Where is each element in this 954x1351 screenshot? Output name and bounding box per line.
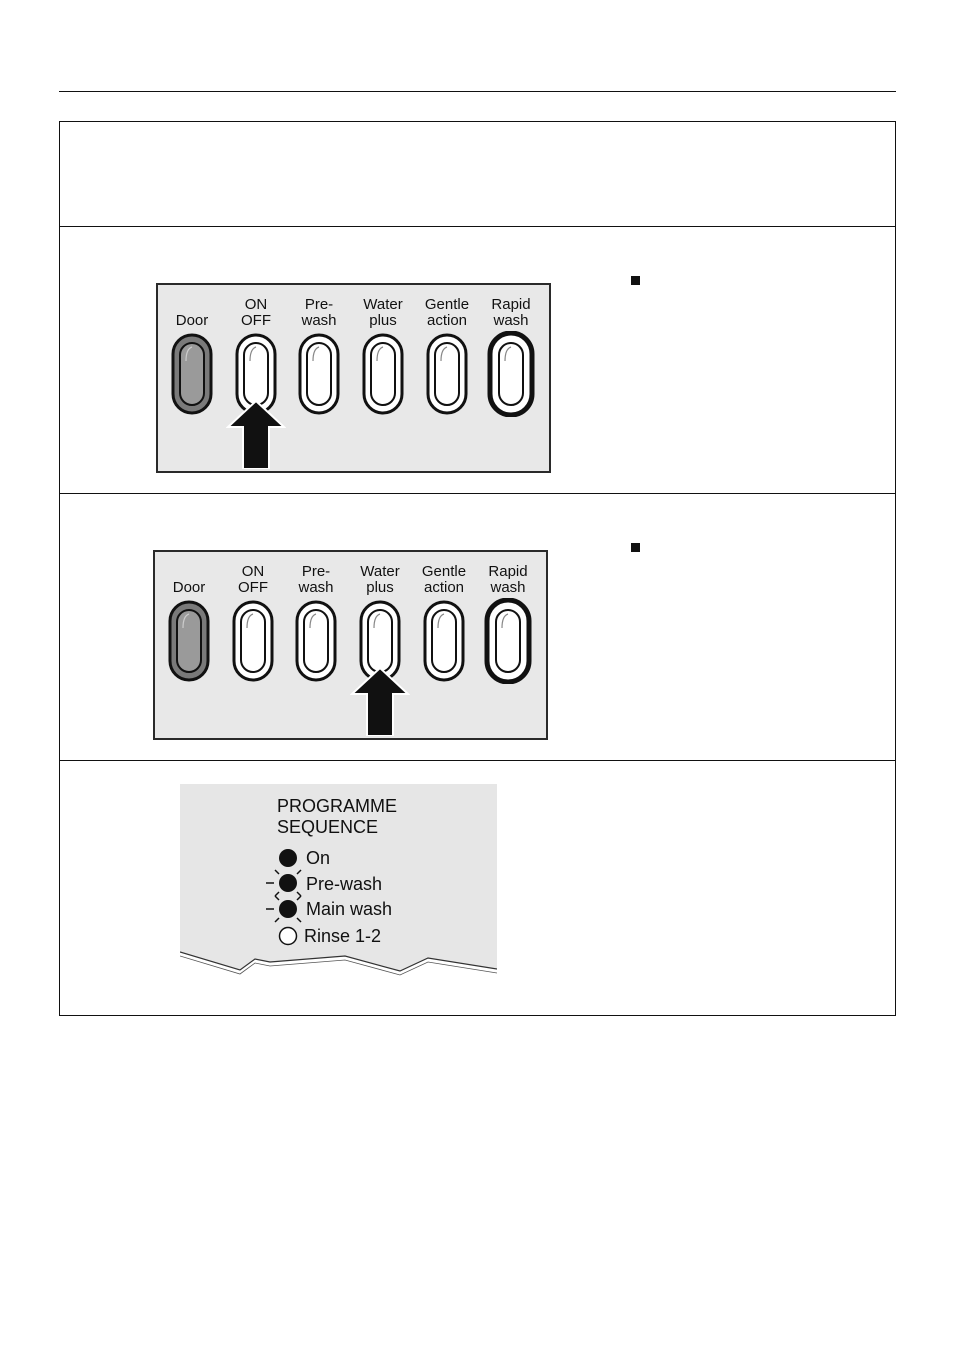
- panel-button-2[interactable]: [295, 331, 343, 417]
- panel-label-4: Gentle action: [421, 563, 467, 596]
- panel-button-4[interactable]: [423, 331, 471, 417]
- panel-label-3: Water plus: [360, 563, 400, 596]
- panel-button-5[interactable]: [487, 331, 535, 417]
- panel-label-2: Pre- wash: [301, 296, 337, 329]
- row-divider: [60, 760, 895, 761]
- panel-label-5: Rapid wash: [491, 296, 531, 329]
- sequence-item-prewash: Pre-wash: [306, 874, 383, 894]
- led-mainwash-indicator: [266, 896, 301, 922]
- panel-button-0[interactable]: [165, 598, 213, 684]
- press-arrow-icon: [350, 666, 410, 736]
- led-prewash-indicator: [266, 870, 301, 896]
- sequence-item-mainwash: Main wash: [306, 899, 393, 919]
- panel-label-1: ON OFF: [238, 563, 268, 596]
- panel-label-0: Door: [175, 312, 209, 329]
- step-bullet: [631, 276, 640, 285]
- panel-label-3: Water plus: [363, 296, 403, 329]
- led-rinse-indicator: [280, 928, 297, 945]
- panel-label-1: ON OFF: [241, 296, 271, 329]
- panel-button-0[interactable]: [168, 331, 216, 417]
- header-rule: [59, 91, 896, 92]
- sequence-item-on: On: [306, 848, 331, 868]
- panel-button-3[interactable]: [359, 331, 407, 417]
- control-panel-onoff-step: [156, 283, 551, 473]
- panel-button-4[interactable]: [420, 598, 468, 684]
- panel-label-4: Gentle action: [424, 296, 470, 329]
- title-line-2: SEQUENCE: [277, 817, 379, 837]
- sequence-item-rinse: Rinse 1-2: [304, 926, 382, 946]
- row-divider: [60, 226, 895, 227]
- panel-button-1[interactable]: [229, 598, 277, 684]
- programme-sequence-display: [180, 784, 497, 985]
- control-panel-waterplus-step: [153, 550, 548, 740]
- press-arrow-icon: [226, 399, 286, 469]
- step-bullet: [631, 543, 640, 552]
- panel-label-2: Pre- wash: [298, 563, 334, 596]
- panel-button-5[interactable]: [484, 598, 532, 684]
- panel-label-5: Rapid wash: [488, 563, 528, 596]
- panel-button-2[interactable]: [292, 598, 340, 684]
- led-on-indicator: [279, 849, 297, 867]
- row-divider: [60, 493, 895, 494]
- panel-label-0: Door: [172, 579, 206, 596]
- title-line-1: PROGRAMME: [277, 796, 398, 816]
